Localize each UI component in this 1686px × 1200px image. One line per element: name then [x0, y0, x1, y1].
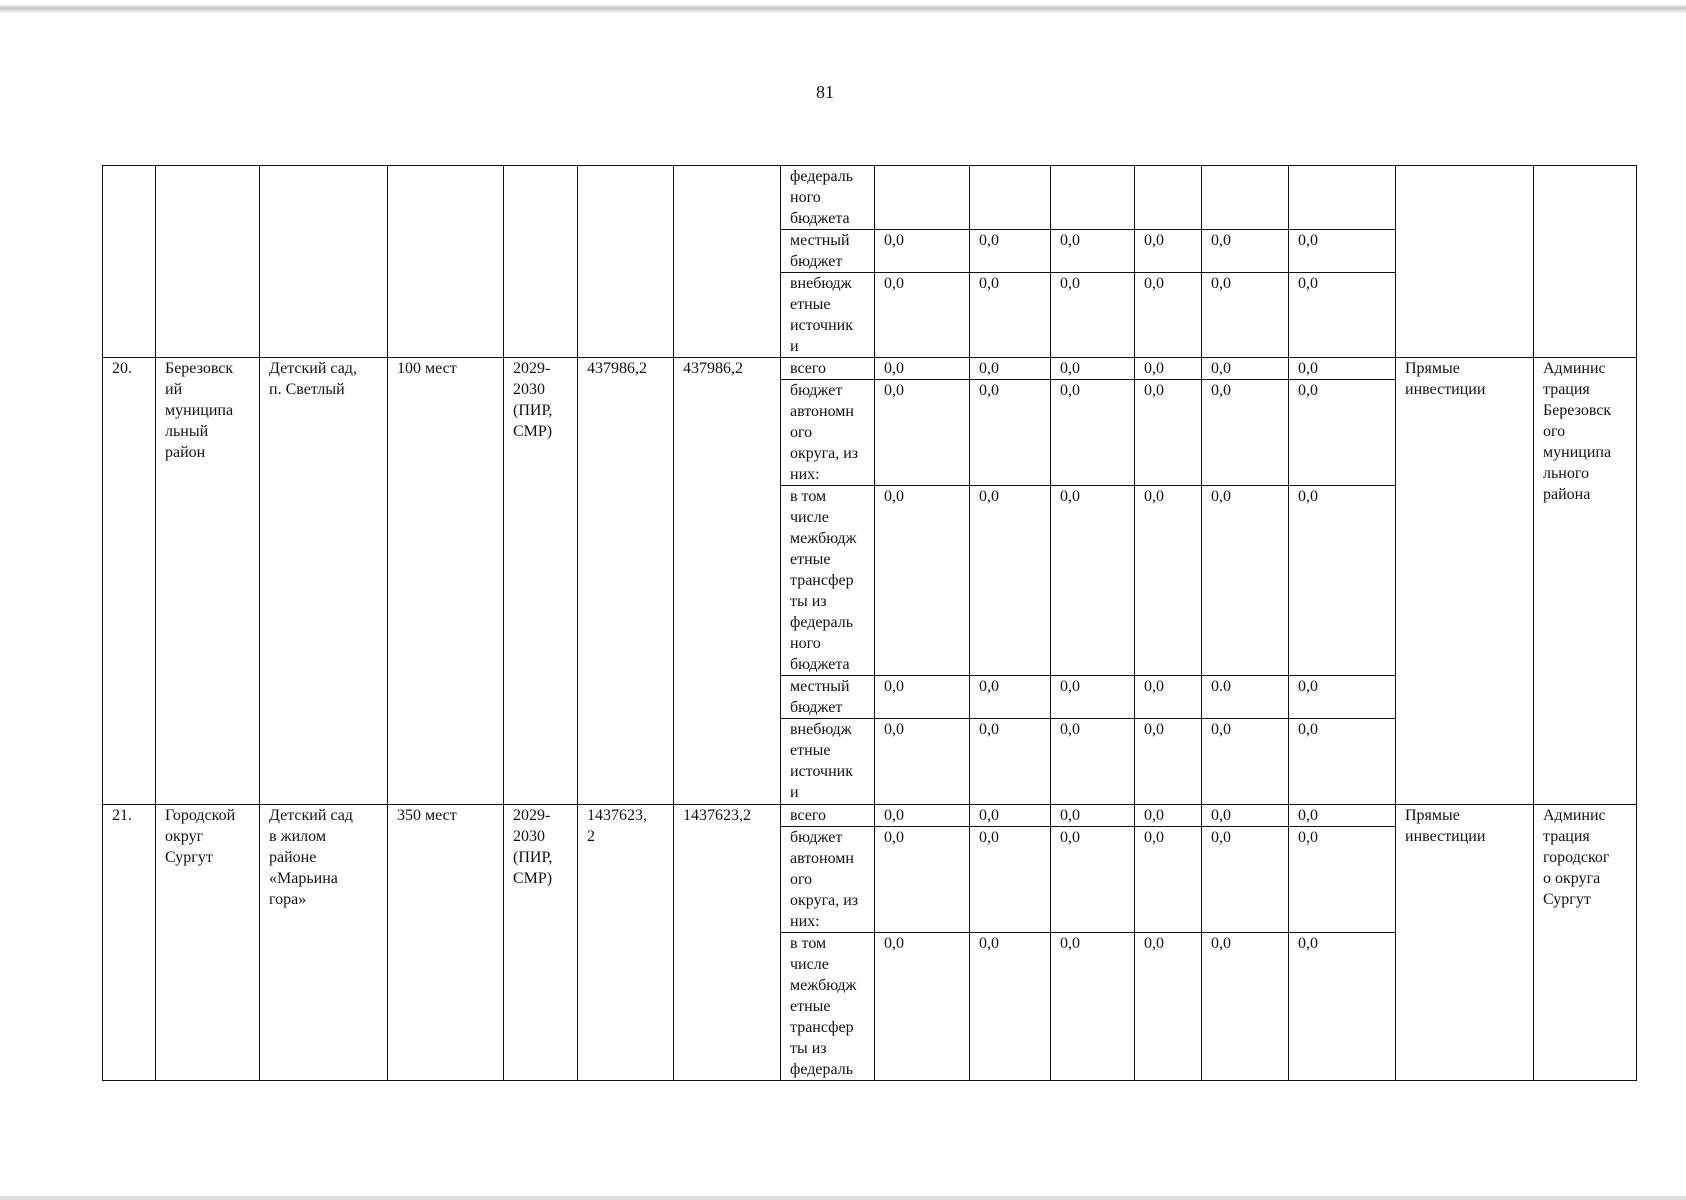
page-number: 81 — [816, 82, 834, 102]
value-cell: 0,0 — [1202, 827, 1289, 933]
value-cell: 0,0 — [1289, 380, 1396, 486]
value-cell — [1289, 166, 1396, 230]
value-cell: 0,0 — [1051, 486, 1135, 676]
value-cell: 0,0 — [1289, 230, 1396, 273]
funding-source-label: бюджет автономн ого округа, из них: — [781, 827, 875, 933]
value-cell: 0,0 — [1135, 358, 1202, 380]
value-cell: 0,0 — [1051, 230, 1135, 273]
cell-num — [103, 166, 156, 358]
value-cell: 0,0 — [970, 358, 1051, 380]
value-cell: 0,0 — [1135, 380, 1202, 486]
value-cell: 0,0 — [1289, 358, 1396, 380]
value-cell: 0,0 — [1289, 273, 1396, 358]
cell-municipality — [156, 166, 260, 358]
value-cell: 0,0 — [875, 933, 970, 1081]
cell-years: 2029- 2030 (ПИР, СМР) — [504, 805, 578, 1081]
cell-capacity: 350 мест — [388, 805, 504, 1081]
funding-source-label: внебюдж етные источник и — [781, 719, 875, 805]
value-cell: 0,0 — [1289, 933, 1396, 1081]
value-cell: 0,0 — [1051, 933, 1135, 1081]
cell-municipality: Березовск ий муниципа льный район — [156, 358, 260, 805]
cell-num: 20. — [103, 358, 156, 805]
cell-customer: Админис трация Березовск ого муниципа льного района — [1534, 358, 1637, 805]
value-cell: 0,0 — [1135, 273, 1202, 358]
value-cell: 0,0 — [875, 380, 970, 486]
cell-remaining: 1437623,2 — [674, 805, 781, 1081]
value-cell: 0,0 — [1051, 358, 1135, 380]
funding-source-label: в том числе межбюдж етные трансфер ты из федераль ного бюджета — [781, 486, 875, 676]
funding-source-label: в том числе межбюдж етные трансфер ты из федераль — [781, 933, 875, 1081]
value-cell: 0,0 — [1051, 827, 1135, 933]
value-cell: 0,0 — [1202, 933, 1289, 1081]
cell-customer — [1534, 166, 1637, 358]
value-cell: 0,0 — [1289, 827, 1396, 933]
value-cell: 0,0 — [1051, 805, 1135, 827]
value-cell: 0,0 — [1202, 358, 1289, 380]
value-cell: 0,0 — [875, 805, 970, 827]
value-cell: 0,0 — [970, 676, 1051, 719]
scan-edge-bottom — [0, 1196, 1686, 1200]
value-cell: 0,0 — [1135, 933, 1202, 1081]
value-cell: 0,0 — [970, 230, 1051, 273]
cell-years — [504, 166, 578, 358]
value-cell: 0,0 — [970, 933, 1051, 1081]
value-cell — [1051, 166, 1135, 230]
value-cell: 0,0 — [875, 230, 970, 273]
cell-form — [1396, 166, 1534, 358]
value-cell: 0,0 — [1051, 676, 1135, 719]
value-cell: 0,0 — [875, 719, 970, 805]
value-cell: 0,0 — [970, 827, 1051, 933]
cell-remaining: 437986,2 — [674, 358, 781, 805]
cell-object: Детский сад, п. Светлый — [260, 358, 388, 805]
cell-municipality: Городской округ Сургут — [156, 805, 260, 1081]
scan-edge-top — [0, 4, 1686, 14]
value-cell: 0,0 — [1289, 486, 1396, 676]
cell-cost: 437986,2 — [578, 358, 674, 805]
value-cell: 0,0 — [1289, 676, 1396, 719]
table-row — [103, 805, 1637, 827]
value-cell: 0,0 — [1135, 805, 1202, 827]
funding-source-label: всего — [781, 358, 875, 380]
value-cell: 0.0 — [1202, 676, 1289, 719]
value-cell: 0,0 — [970, 380, 1051, 486]
value-cell: 0,0 — [1135, 486, 1202, 676]
cell-num: 21. — [103, 805, 156, 1081]
cell-years: 2029- 2030 (ПИР, СМР) — [504, 358, 578, 805]
funding-source-label: всего — [781, 805, 875, 827]
value-cell: 0,0 — [1289, 719, 1396, 805]
cell-cost — [578, 166, 674, 358]
value-cell: 0,0 — [875, 358, 970, 380]
value-cell: 0,0 — [1202, 380, 1289, 486]
cell-object: Детский сад в жилом районе «Марьина гора» — [260, 805, 388, 1081]
value-cell: 0,0 — [1135, 676, 1202, 719]
value-cell: 0,0 — [970, 719, 1051, 805]
value-cell: 0,0 — [1202, 805, 1289, 827]
value-cell — [1202, 166, 1289, 230]
value-cell: 0,0 — [970, 273, 1051, 358]
funding-source-label: федераль ного бюджета — [781, 166, 875, 230]
value-cell: 0,0 — [1289, 805, 1396, 827]
value-cell: 0,0 — [1135, 230, 1202, 273]
table-row — [103, 358, 1637, 380]
cell-form: Прямые инвестиции — [1396, 358, 1534, 805]
cell-object — [260, 166, 388, 358]
value-cell: 0,0 — [1051, 273, 1135, 358]
value-cell: 0,0 — [970, 805, 1051, 827]
value-cell: 0,0 — [1135, 827, 1202, 933]
value-cell: 0,0 — [1135, 719, 1202, 805]
value-cell: 0,0 — [1202, 486, 1289, 676]
funding-source-label: внебюдж етные источник и — [781, 273, 875, 358]
value-cell — [875, 166, 970, 230]
value-cell: 0,0 — [1202, 273, 1289, 358]
value-cell: 0,0 — [970, 486, 1051, 676]
cell-remaining — [674, 166, 781, 358]
value-cell: 0,0 — [875, 486, 970, 676]
funding-source-label: местный бюджет — [781, 676, 875, 719]
value-cell — [970, 166, 1051, 230]
funding-source-label: местный бюджет — [781, 230, 875, 273]
cell-form: Прямые инвестиции — [1396, 805, 1534, 1081]
value-cell: 0,0 — [1051, 380, 1135, 486]
funding-source-label: бюджет автономн ого округа, из них: — [781, 380, 875, 486]
value-cell: 0,0 — [875, 827, 970, 933]
value-cell: 0,0 — [875, 676, 970, 719]
investment-table — [102, 165, 1637, 1081]
value-cell: 0,0 — [875, 273, 970, 358]
value-cell: 0,0 — [1202, 230, 1289, 273]
cell-capacity — [388, 166, 504, 358]
value-cell: 0,0 — [1051, 719, 1135, 805]
cell-capacity: 100 мест — [388, 358, 504, 805]
value-cell — [1135, 166, 1202, 230]
table-row — [103, 166, 1637, 230]
cell-cost: 1437623, 2 — [578, 805, 674, 1081]
cell-customer: Админис трация городског о округа Сургут — [1534, 805, 1637, 1081]
value-cell: 0,0 — [1202, 719, 1289, 805]
